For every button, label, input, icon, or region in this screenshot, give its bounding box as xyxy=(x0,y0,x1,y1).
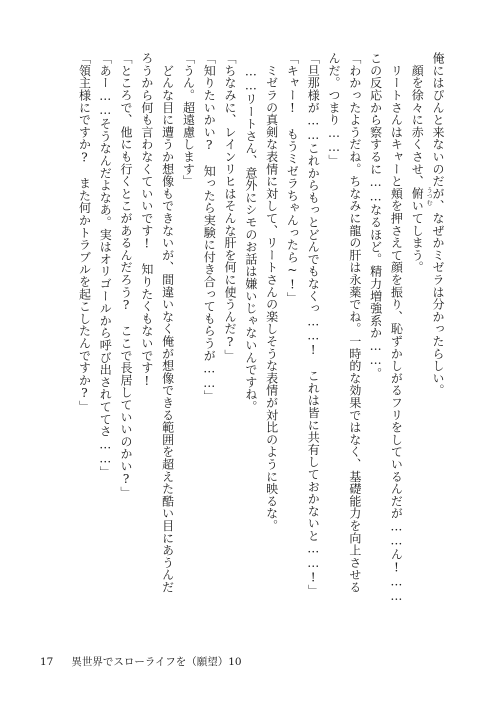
page-number: 17 xyxy=(40,656,54,668)
running-title: 異世界でスローライフを（願望）10 xyxy=(71,656,242,668)
text-line: 「旦那様が……これからもっとどんでもなくっ……! これは皆に共有しておかないと……!」 xyxy=(306,52,321,597)
text-line: ……リートさん、意外にシモのお話は嫌いじゃないんですね。 xyxy=(243,52,258,413)
text-line: 「あー……そうなんだよなあ。実はオリゴールから呼び出されててさ……」 xyxy=(98,52,113,479)
text-line: 「キャー! もうミゼラちゃんったら~!」 xyxy=(285,52,300,304)
text-line: どんな目に遭うか想像もできないが、間違いなく俺が想像できる範囲を超えた酷い目にあうんだ xyxy=(160,52,175,594)
text-line: 「知りたいかい? 知ったら実験に付き合ってもらうが……」 xyxy=(202,52,217,403)
text-line: 俺にはぴんと来ないのだが、なぜかミゼラは分かったらしい。 xyxy=(431,52,445,397)
text-line: 「ところで、他にも行くとこがあるんだろう? ここで長居していいのかい?」 xyxy=(119,52,134,499)
text-line: 「ちなみに、レインリヒはそんな肝を何に使うんだ?」 xyxy=(223,52,238,362)
page-footer xyxy=(40,655,242,669)
text-line: んだ。つまり……」 xyxy=(327,52,342,167)
text-segment: 顔を徐々に赤くさせ、 xyxy=(410,52,425,188)
ruby-base: 俯 xyxy=(410,187,425,200)
ruby-reading: うつむ xyxy=(425,187,433,207)
text-line: 「領主様にですか? また何かトラブルを起こしたんですか?」 xyxy=(77,52,92,413)
text-line: 「わかったようだね。ちなみに龍の肝は永薬でね。一時的な効果ではなく、基礎能力を向上させる xyxy=(347,52,362,594)
text-line: リートさんはキャーと頬を押さえて顔を振り、恥ずかしがるフリをしているんだが……ん!…… xyxy=(389,52,404,604)
text-line xyxy=(406,52,433,612)
ruby-word xyxy=(410,187,433,207)
body-text xyxy=(74,52,448,612)
text-line: この反応から察するに……なるほど。精力増強系か……。 xyxy=(368,52,383,380)
text-line: ミゼラの真剣な表情に対して、リートさんの楽しそうな表情が対比のように映るな。 xyxy=(264,52,279,532)
text-line: 「うん。超遠慮します」 xyxy=(181,52,196,188)
text-segment: いてしまう。 xyxy=(410,199,425,274)
text-line: ろうから何も言わなくていいです! 知りたくもないです! xyxy=(139,52,154,389)
